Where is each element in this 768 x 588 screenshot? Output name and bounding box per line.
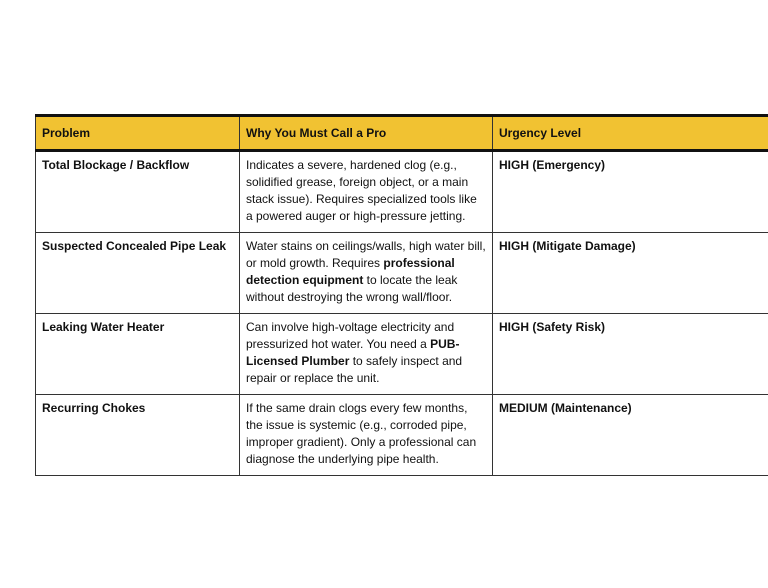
- urgency-cell: HIGH (Safety Risk): [493, 314, 768, 395]
- table-header-row: [36, 116, 768, 151]
- reason-text: Water stains on ceilings/walls, high water bill, or mold growth. Requires: [246, 239, 486, 270]
- urgency-cell: MEDIUM (Maintenance): [493, 395, 768, 476]
- reason-text: Can involve high-voltage electricity and pressurized hot water. You need a: [246, 320, 455, 351]
- problem-cell: Recurring Chokes: [36, 395, 240, 476]
- urgency-cell: HIGH (Emergency): [493, 151, 768, 233]
- table-row: [36, 151, 768, 233]
- reason-emphasis: professional detection equipment: [246, 256, 455, 287]
- reason-emphasis: PUB-Licensed Plumber: [246, 337, 460, 368]
- reason-cell: [240, 314, 493, 395]
- header-urgency-level: Urgency Level: [493, 116, 768, 151]
- problem-cell: Total Blockage / Backflow: [36, 151, 240, 233]
- reason-cell: [240, 233, 493, 314]
- reason-text: to locate the leak without destroying the wrong wall/floor.: [246, 273, 458, 304]
- reason-text: If the same drain clogs every few months, the issue is systemic (e.g., corroded pipe, improper gradient). Only a professional can diagnose the underlying pipe health.: [246, 401, 477, 466]
- table-row: [36, 233, 768, 314]
- table-row: [36, 395, 768, 476]
- reason-text: Indicates a severe, hardened clog (e.g., solidified grease, foreign object, or a main stack issue). Requires specialized tools like a powered auger or high-pressure jetting.: [246, 158, 477, 223]
- header-why-call-pro: Why You Must Call a Pro: [240, 116, 493, 151]
- reason-cell: [240, 151, 493, 233]
- problem-cell: Suspected Concealed Pipe Leak: [36, 233, 240, 314]
- reason-text: to safely inspect and repair or replace the unit.: [246, 354, 463, 385]
- reason-cell: [240, 395, 493, 476]
- table-row: [36, 314, 768, 395]
- plumbing-problems-table: [35, 114, 768, 476]
- urgency-cell: HIGH (Mitigate Damage): [493, 233, 768, 314]
- header-problem: Problem: [36, 116, 240, 151]
- problem-cell: Leaking Water Heater: [36, 314, 240, 395]
